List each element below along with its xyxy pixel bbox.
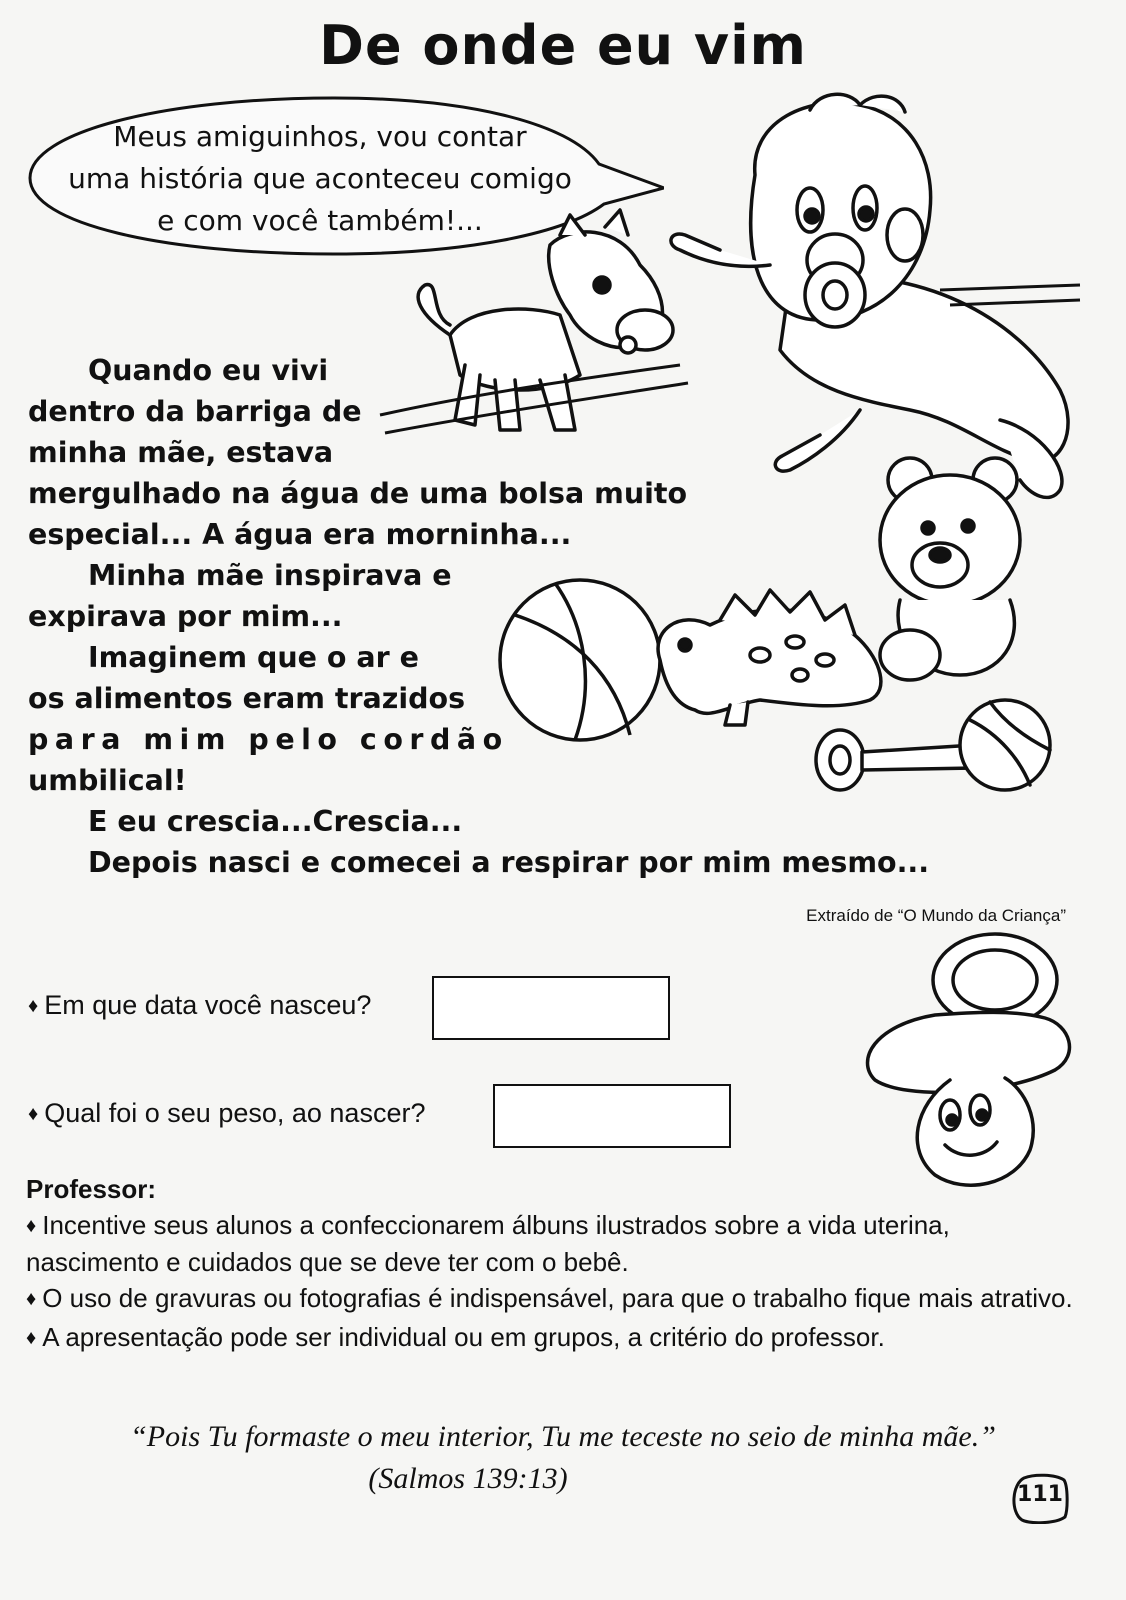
question-text: Qual foi o seu peso, ao nascer? bbox=[44, 1098, 426, 1128]
source-citation: Extraído de “O Mundo da Criança” bbox=[806, 906, 1066, 925]
story-line: Minha mãe inspirava e bbox=[88, 559, 452, 592]
list-item: ♦ A apresentação pode ser individual ou em grupos, a critério do professor. bbox=[26, 1322, 885, 1352]
diamond-bullet-icon: ♦ bbox=[26, 1215, 37, 1237]
question-birth-date bbox=[28, 990, 371, 1021]
diamond-bullet-icon: ♦ bbox=[28, 1103, 39, 1125]
diamond-bullet-icon: ♦ bbox=[26, 1327, 37, 1349]
story-line: Imaginem que o ar e bbox=[88, 641, 419, 674]
teacher-heading: Professor: bbox=[26, 1174, 157, 1204]
bubble-line: Meus amiguinhos, vou contar bbox=[113, 120, 527, 153]
list-item: ♦ O uso de gravuras ou fotografias é indispensável, para que o trabalho fique mais atrativo. bbox=[26, 1283, 1073, 1313]
story-line: os alimentos eram trazidos bbox=[28, 682, 466, 715]
bubble-line: e com você também!... bbox=[157, 204, 483, 237]
story-line: umbilical! bbox=[28, 764, 187, 797]
birth-weight-answer-box[interactable] bbox=[493, 1084, 731, 1148]
page-number: 111 bbox=[1017, 1482, 1063, 1507]
story-line: especial... A água era morninha... bbox=[28, 518, 572, 551]
story-line: dentro da barriga de bbox=[28, 395, 362, 428]
question-birth-weight bbox=[28, 1098, 425, 1129]
story-line: Depois nasci e comecei a respirar por mim mesmo... bbox=[88, 846, 930, 879]
birth-date-answer-box[interactable] bbox=[432, 976, 670, 1040]
diamond-bullet-icon: ♦ bbox=[26, 1288, 37, 1310]
pacifier-icon bbox=[855, 930, 1085, 1190]
bubble-line: uma história que aconteceu comigo bbox=[68, 162, 572, 195]
diamond-bullet-icon: ♦ bbox=[28, 995, 39, 1017]
list-item: ♦ Incentive seus alunos a confeccionarem álbuns ilustrados sobre a vida uterina, nascimento e cuidados que se deve ter com o bebê. bbox=[26, 1210, 950, 1277]
quote-reference: (Salmos 139:13) bbox=[368, 1462, 568, 1495]
story-line: Quando eu vivi bbox=[88, 354, 329, 387]
quote-text: “Pois Tu formaste o meu interior, Tu me teceste no seio de minha mãe.” bbox=[130, 1420, 996, 1453]
page-title: De onde eu vim bbox=[319, 14, 807, 77]
story-text bbox=[28, 350, 928, 883]
story-line: mergulhado na água de uma bolsa muito bbox=[28, 477, 688, 510]
story-line: expirava por mim... bbox=[28, 600, 343, 633]
story-line: para mim pelo cordão bbox=[28, 723, 509, 756]
teacher-notes-list bbox=[26, 1208, 1086, 1359]
story-line: E eu crescia...Crescia... bbox=[88, 805, 463, 838]
bible-quote bbox=[0, 1416, 1126, 1500]
question-text: Em que data você nasceu? bbox=[44, 990, 372, 1020]
story-line: minha mãe, estava bbox=[28, 436, 334, 469]
